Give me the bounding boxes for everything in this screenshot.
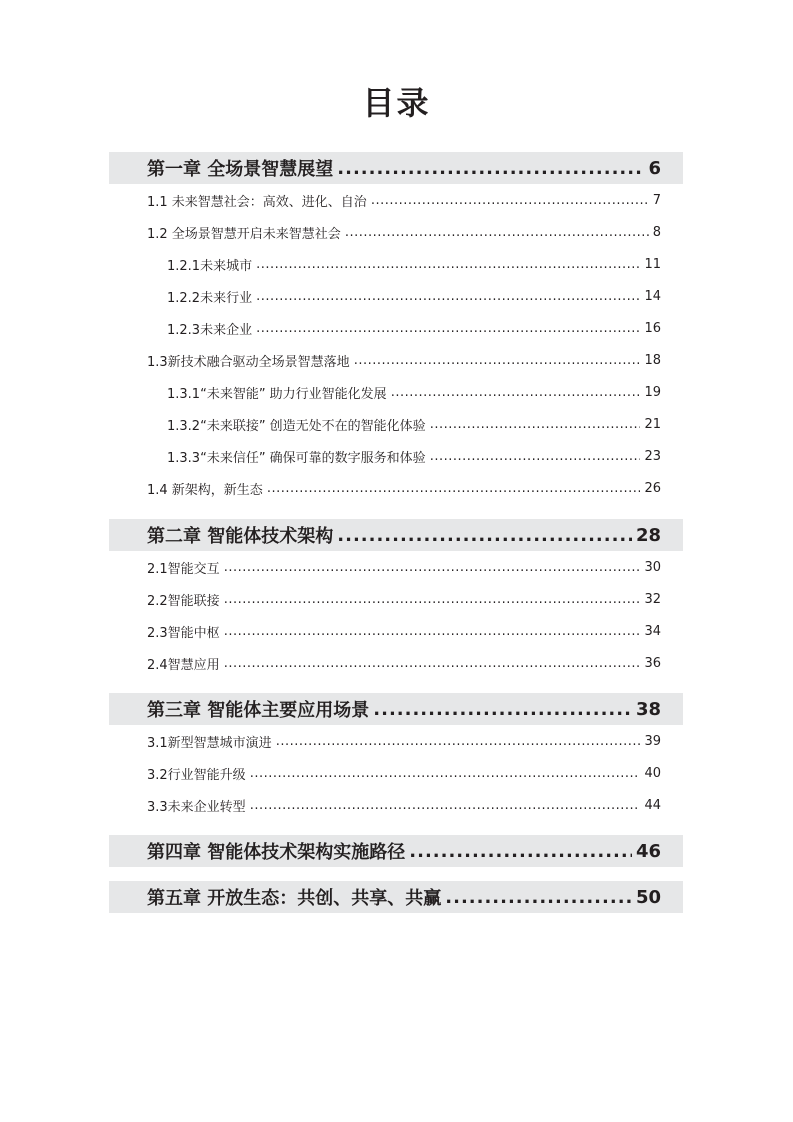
toc-item-3-3[interactable]	[109, 789, 683, 821]
chapter-page-number: 46	[635, 840, 661, 862]
item-page-number: 32	[644, 591, 661, 607]
toc-item-1-3-1[interactable]	[109, 376, 683, 408]
dot-leader	[337, 158, 644, 179]
chapter-label: 第一章 全场景智慧展望	[147, 159, 334, 180]
item-label: 2.2智能联接	[147, 593, 220, 609]
item-label: 1.2.1未来城市	[167, 258, 253, 274]
chapter-label: 第四章 智能体技术架构实施路径	[147, 842, 406, 863]
dot-leader	[267, 481, 641, 496]
toc-item-3-1[interactable]	[109, 725, 683, 757]
item-label: 1.2.2未来行业	[167, 290, 253, 306]
toc-item-1-3-2[interactable]	[109, 408, 683, 440]
dot-leader	[409, 841, 632, 862]
chapter-page-number: 28	[635, 524, 661, 546]
dot-leader	[430, 417, 641, 432]
dot-leader	[337, 525, 632, 546]
toc-item-2-4[interactable]	[109, 647, 683, 679]
toc-chapter-4[interactable]	[109, 835, 683, 867]
dot-leader	[391, 385, 641, 400]
item-label: 1.3新技术融合驱动全场景智慧落地	[147, 354, 350, 370]
chapter-page-number: 50	[635, 886, 661, 908]
dot-leader	[354, 353, 641, 368]
item-page-number: 34	[644, 623, 661, 639]
item-label: 1.2 全场景智慧开启未来智慧社会	[147, 226, 341, 242]
item-page-number: 39	[644, 733, 661, 749]
toc-item-1-2-3[interactable]	[109, 312, 683, 344]
item-label: 1.3.1“未来智能” 助力行业智能化发展	[167, 386, 387, 402]
item-page-number: 19	[644, 384, 661, 400]
item-page-number: 21	[644, 416, 661, 432]
dot-leader	[256, 257, 640, 272]
item-label: 2.1智能交互	[147, 561, 220, 577]
item-page-number: 11	[644, 256, 661, 272]
chapter-label: 第三章 智能体主要应用场景	[147, 700, 370, 721]
toc-item-1-3[interactable]	[109, 344, 683, 376]
dot-leader	[256, 289, 640, 304]
toc-item-2-3[interactable]	[109, 615, 683, 647]
dot-leader	[224, 560, 641, 575]
dot-leader	[371, 193, 649, 208]
item-page-number: 14	[644, 288, 661, 304]
toc-item-1-1[interactable]	[109, 184, 683, 216]
item-label: 3.1新型智慧城市演进	[147, 735, 272, 751]
item-page-number: 26	[644, 480, 661, 496]
dot-leader	[345, 225, 649, 240]
toc-chapter-3[interactable]	[109, 693, 683, 725]
item-page-number: 44	[644, 797, 661, 813]
item-label: 1.4 新架构，新生态	[147, 482, 263, 498]
toc-item-1-3-3[interactable]	[109, 440, 683, 472]
toc-chapter-1[interactable]	[109, 152, 683, 184]
item-page-number: 8	[652, 224, 661, 240]
page-title: 目录	[362, 84, 431, 122]
item-label: 1.3.3“未来信任” 确保可靠的数字服务和体验	[167, 450, 426, 466]
item-page-number: 30	[644, 559, 661, 575]
item-page-number: 36	[644, 655, 661, 671]
chapter-label: 第五章 开放生态：共创、共享、共赢	[147, 888, 442, 909]
item-label: 3.2行业智能升级	[147, 767, 246, 783]
spacer	[109, 679, 683, 693]
item-label: 3.3未来企业转型	[147, 799, 246, 815]
chapter-page-number: 6	[648, 157, 661, 179]
item-page-number: 16	[644, 320, 661, 336]
item-page-number: 18	[644, 352, 661, 368]
dot-leader	[256, 321, 640, 336]
item-page-number: 40	[644, 765, 661, 781]
item-label: 1.3.2“未来联接” 创造无处不在的智能化体验	[167, 418, 426, 434]
item-label: 2.4智慧应用	[147, 657, 220, 673]
dot-leader	[250, 766, 641, 781]
toc-item-3-2[interactable]	[109, 757, 683, 789]
toc-item-1-2-2[interactable]	[109, 280, 683, 312]
table-of-contents	[109, 152, 683, 913]
dot-leader	[373, 699, 632, 720]
spacer	[109, 504, 683, 519]
dot-leader	[224, 592, 641, 607]
dot-leader	[445, 887, 632, 908]
toc-item-1-2[interactable]	[109, 216, 683, 248]
dot-leader	[224, 624, 641, 639]
item-page-number: 7	[652, 192, 661, 208]
dot-leader	[276, 734, 641, 749]
toc-chapter-5[interactable]	[109, 881, 683, 913]
dot-leader	[430, 449, 641, 464]
chapter-label: 第二章 智能体技术架构	[147, 526, 334, 547]
spacer	[109, 867, 683, 881]
toc-chapter-2[interactable]	[109, 519, 683, 551]
toc-item-2-1[interactable]	[109, 551, 683, 583]
toc-item-1-2-1[interactable]	[109, 248, 683, 280]
dot-leader	[250, 798, 641, 813]
toc-item-2-2[interactable]	[109, 583, 683, 615]
spacer	[109, 821, 683, 835]
item-label: 1.2.3未来企业	[167, 322, 253, 338]
chapter-page-number: 38	[635, 698, 661, 720]
item-label: 1.1 未来智慧社会：高效、进化、自治	[147, 194, 367, 210]
item-page-number: 23	[644, 448, 661, 464]
item-label: 2.3智能中枢	[147, 625, 220, 641]
toc-item-1-4[interactable]	[109, 472, 683, 504]
dot-leader	[224, 656, 641, 671]
